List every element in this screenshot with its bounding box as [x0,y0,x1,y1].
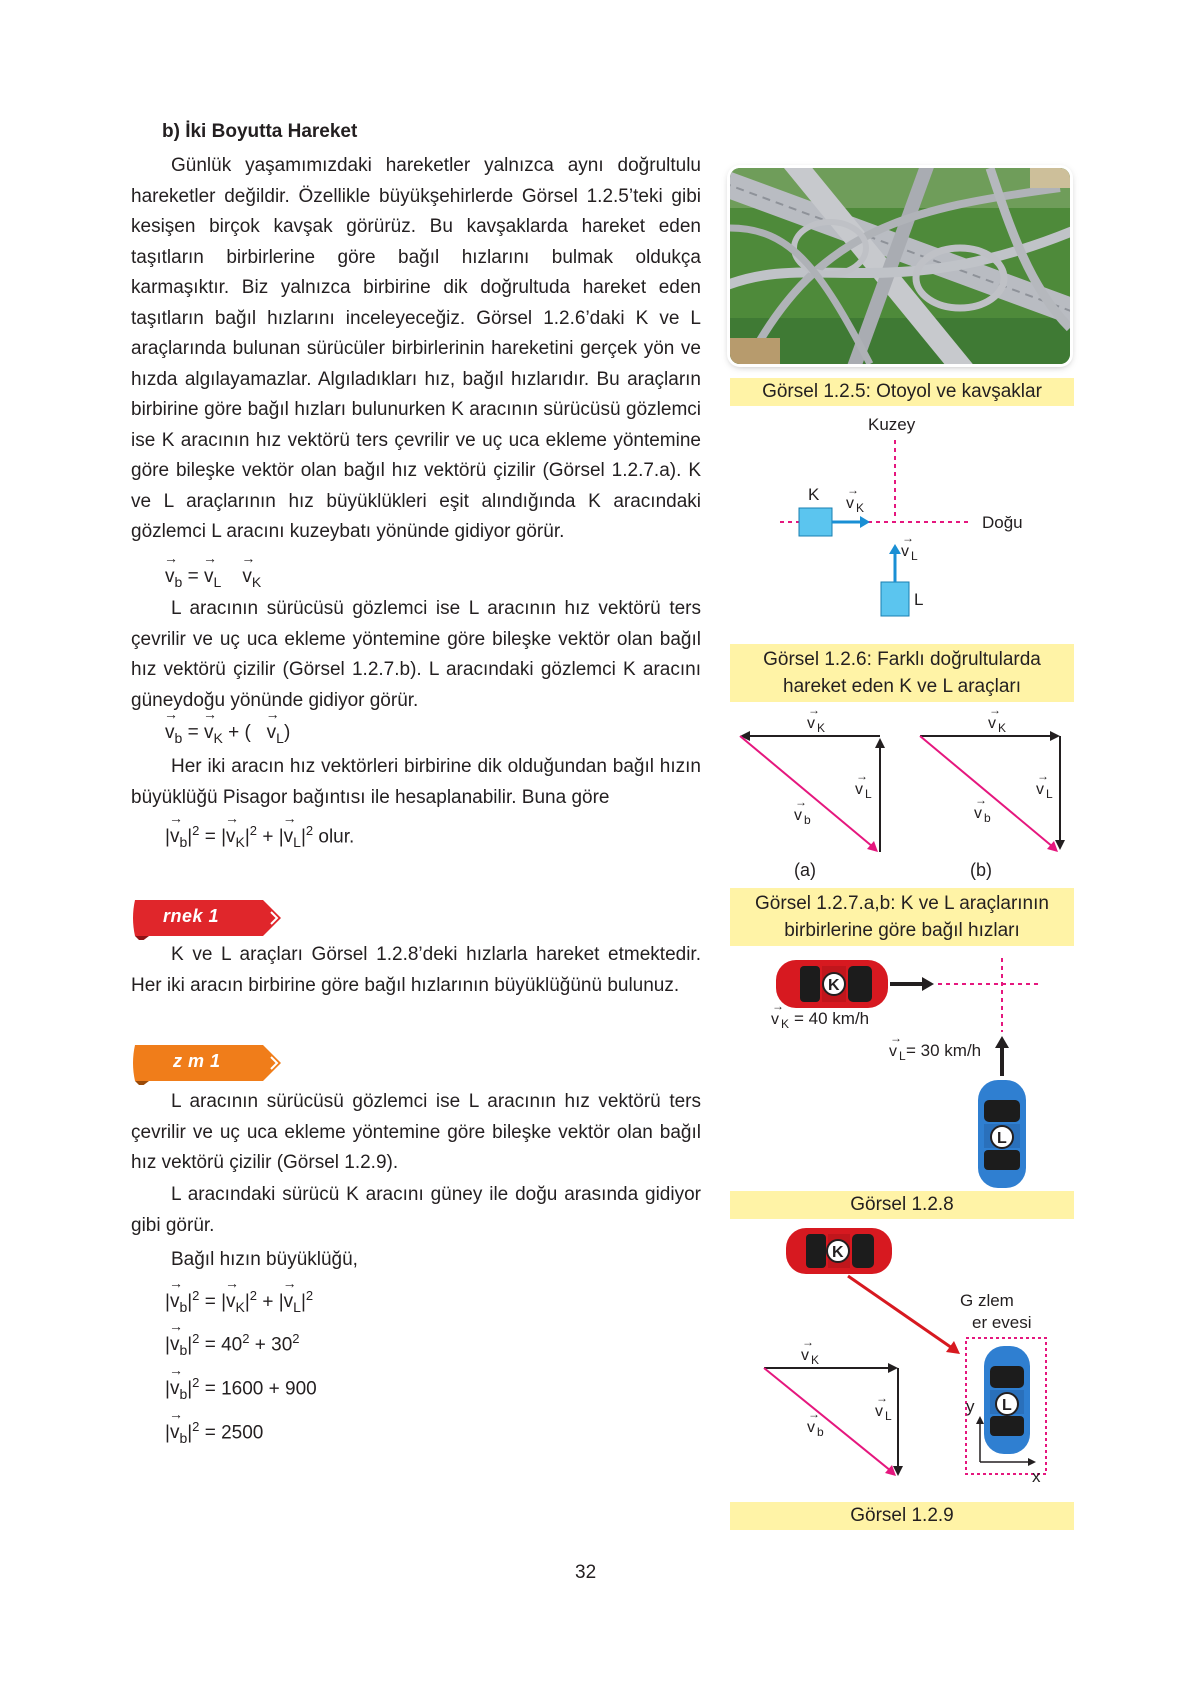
caption-g126-line2: hareket eden K ve L araçları [783,676,1021,697]
vk-value: = 40 km/h [794,1009,870,1028]
vl-arrow-glyph: → [876,1391,888,1405]
example-banner-label: rnek 1 [163,906,220,926]
caption-g125: Görsel 1.2.5: Otoyol ve kavşaklar [730,378,1074,406]
car-k-label: K [808,485,820,504]
car-k-box [799,508,832,536]
y-axis-label: y [966,1397,975,1416]
vb-label: v [807,1419,815,1436]
paragraph-5: L aracının sürücüsü gözlemci ise L aracının hız vektörü ters çevrilir ve uç uca ekleme yöntemine göre bileşke vektör olan bağıl hız vektörü çizilir (Görsel 1.2.9). [131,1091,701,1173]
vk-arrowhead [888,1363,898,1373]
b-vk-sub: K [998,721,1007,735]
b-vb-arrow [920,736,1053,847]
figure-126-vectors [740,412,1080,632]
blue-car-l [978,1080,1026,1188]
vb-arrow [764,1368,891,1471]
vk-v: v [771,1011,779,1028]
vk-arrow-glyph: → [847,483,859,497]
b-vb-sub: b [984,811,991,825]
a-vl-label: v [855,781,863,798]
caption-g127-line2: birbirlerine göre bağıl hızları [784,920,1020,941]
vb-sub: b [817,1425,824,1439]
paragraph-6: L aracındaki sürücü K aracını güney ile doğu arasında gidiyor gibi görür. [131,1184,701,1236]
car-l-box [881,582,909,616]
b-vl-arrow-glyph: → [1037,769,1049,783]
a-vl-sub: L [865,787,872,801]
vk-label: v [846,495,854,512]
equation-vb-lobserver: → $v_b$ = → $v_K$ + ( → $v_L$) [164,706,291,746]
a-vk-sub: K [817,721,826,735]
vl-arrowhead [995,1036,1009,1048]
interchange-illustration [730,168,1070,364]
observer-frame-label-1: G zlem [960,1291,1014,1310]
paragraph-2: L aracının sürücüsü gözlemci ise L aracının hız vektörü ters çevrilir ve uç uca ekleme yöntemine göre bileşke vektör olan bağıl hız vektörü çizilir (Görsel 1.2.7.b). L aracındaki gözlemci K aracını güneydoğu yönünde gidiyor görür. [131,598,701,711]
a-vb-arrow [740,736,873,847]
vl-label: v [875,1403,883,1420]
vk-arrowhead [860,516,870,528]
caption-g127 [730,888,1074,946]
svg-text:K: K [832,1244,844,1261]
b-vb-arrow-glyph: → [975,793,987,807]
vl-value: = 30 km/h [906,1041,982,1060]
vk-arrowhead [922,977,934,991]
north-label: Kuzey [868,415,916,434]
label-b: (b) [970,860,992,880]
caption-g128: Görsel 1.2.8 [730,1191,1074,1219]
svg-text:L: L [1002,1397,1012,1414]
b-vl-sub: L [1046,787,1053,801]
figure-127-vector-triangles [730,708,1080,884]
x-axis-label: x [1032,1467,1041,1486]
car-l-label: L [914,590,924,609]
label-a: (a) [794,860,816,880]
b-vk-arrowhead [1050,731,1060,741]
a-vk-label: v [807,715,815,732]
vl-v: v [889,1043,897,1060]
example-banner [131,896,287,940]
highway-photo [730,168,1070,364]
paragraph-4: K ve L araçları Görsel 1.2.8’deki hızlarla hareket etmektedir. Her iki aracın birbirine göre bağıl hızlarının büyüklüğünü bulunuz. [131,944,701,996]
observer-frame-label-2: er evesi [972,1313,1032,1332]
b-vk-label: v [988,715,996,732]
a-vk-arrow-glyph: → [808,708,820,717]
svg-text:K: K [828,977,840,994]
caption-g126 [730,644,1074,702]
calc-line-2: | → $v_b|^2 = 40^2 + 30^2$ [165,1318,300,1359]
a-vb-sub: b [804,813,811,827]
vl-sub: L [911,549,918,563]
solution-banner [131,1041,287,1085]
page-number: 32 [575,1562,597,1583]
vl-arrowhead [889,544,901,554]
vk-arrow-glyph: → [802,1335,814,1349]
k-to-observer-arrowhead [946,1341,960,1354]
vk-sub: K [781,1017,790,1031]
red-car-k [776,960,888,1008]
vl-sub: L [885,1409,892,1423]
section-heading: b) İki Boyutta Hareket [162,121,358,142]
caption-g126-line1: Görsel 1.2.6: Farklı doğrultularda [763,649,1041,670]
paragraph-3: Her iki aracın hız vektörleri birbirine dik olduğundan bağıl hızın büyüklüğü Pisagor bağıntısı ile hesaplanabilir. Buna göre [131,756,701,808]
b-vl-label: v [1036,781,1044,798]
b-vk-arrow-glyph: → [989,708,1001,717]
vk-sub: K [856,501,865,515]
solution-banner-label: z m 1 [173,1051,221,1071]
figure-129-relative-velocity [740,1226,1080,1496]
vl-sub: L [899,1049,906,1063]
y-axis-arrowhead [976,1416,984,1424]
vk-arrow-glyph: → [772,999,784,1013]
vb-arrow-glyph: → [808,1407,820,1421]
vl-arrow-glyph: → [890,1031,902,1045]
a-vl-arrow-glyph: → [856,769,868,783]
paragraph-1: Günlük yaşamımızdaki hareketler yalnızca aynı doğrultulu hareketler değildir. Özellikle büyükşehirlerde Görsel 1.2.5’teki gibi kesişen birçok kavşak görürüz. Bu kavşaklarda hareket eden taşıtların birbirlerine göre bağıl hızlarını bulmak oldukça karmaşıktır. Biz yalnızca birbirine dik doğrultuda hareket eden taşıtların bağıl hızlarını inceleyeceğiz. Görsel 1.2.6’daki K ve L araçlarında bulunan sürücüler birbirlerinin hareketini gerçek yön ve hızda algılayamazlar. Algıladıkları hız, bağıl hızlarıdır. Bu araçların birbirine göre bağıl hızları bulunurken K aracının sürücüsü gözlemci ise K aracının hız vektörü ters çevrilir ve uç uca ekleme yöntemine göre bileşke vektör olan bağıl hız vektörü çizilir (Görsel 1.2.7.a). K ve L araçlarının hız büyüklükleri eşit alındığında K aracındaki gözlemci L aracını kuzeybatı yönünde gidiyor görür. [131,155,701,542]
b-vb-label: v [974,805,982,822]
svg-text:L: L [997,1130,1007,1147]
equation-pythagoras: | → $v_b|^2$ = | → $v_K|^2$ + | → $v_L|^2$ olur. [165,810,355,851]
k-to-observer-arrow [848,1276,952,1348]
calc-line-4: | → $v_b|^2 = 2500$ [165,1406,264,1447]
vl-label: v [901,543,909,560]
blue-car-l [984,1346,1030,1454]
a-vb-arrow-glyph: → [795,795,807,809]
calc-line-1: | → $v_b|^2$ = | → $v_K|^2$ + | → $v_L|^2$ [165,1275,314,1316]
equation-vb-kobserver: → $v_b$ = → $v_L$ → $v_K$ [164,550,262,590]
caption-g127-line1: Görsel 1.2.7.a,b: K ve L araçlarının [755,893,1049,914]
vk-sub: K [811,1353,820,1367]
paragraph-7: Bağıl hızın büyüklüğü, [171,1249,358,1270]
calc-line-3: | → $v_b|^2 = 1600 + 900$ [165,1362,317,1403]
caption-g129: Görsel 1.2.9 [730,1502,1074,1530]
vl-arrow-glyph: → [902,531,914,545]
figure-128-cars [740,952,1080,1192]
red-car-k [786,1228,892,1274]
x-axis-arrowhead [1028,1458,1036,1466]
vk-label: v [801,1347,809,1364]
a-vb-label: v [794,807,802,824]
a-vl-arrowhead [875,738,885,748]
east-label: Doğu [982,513,1023,532]
